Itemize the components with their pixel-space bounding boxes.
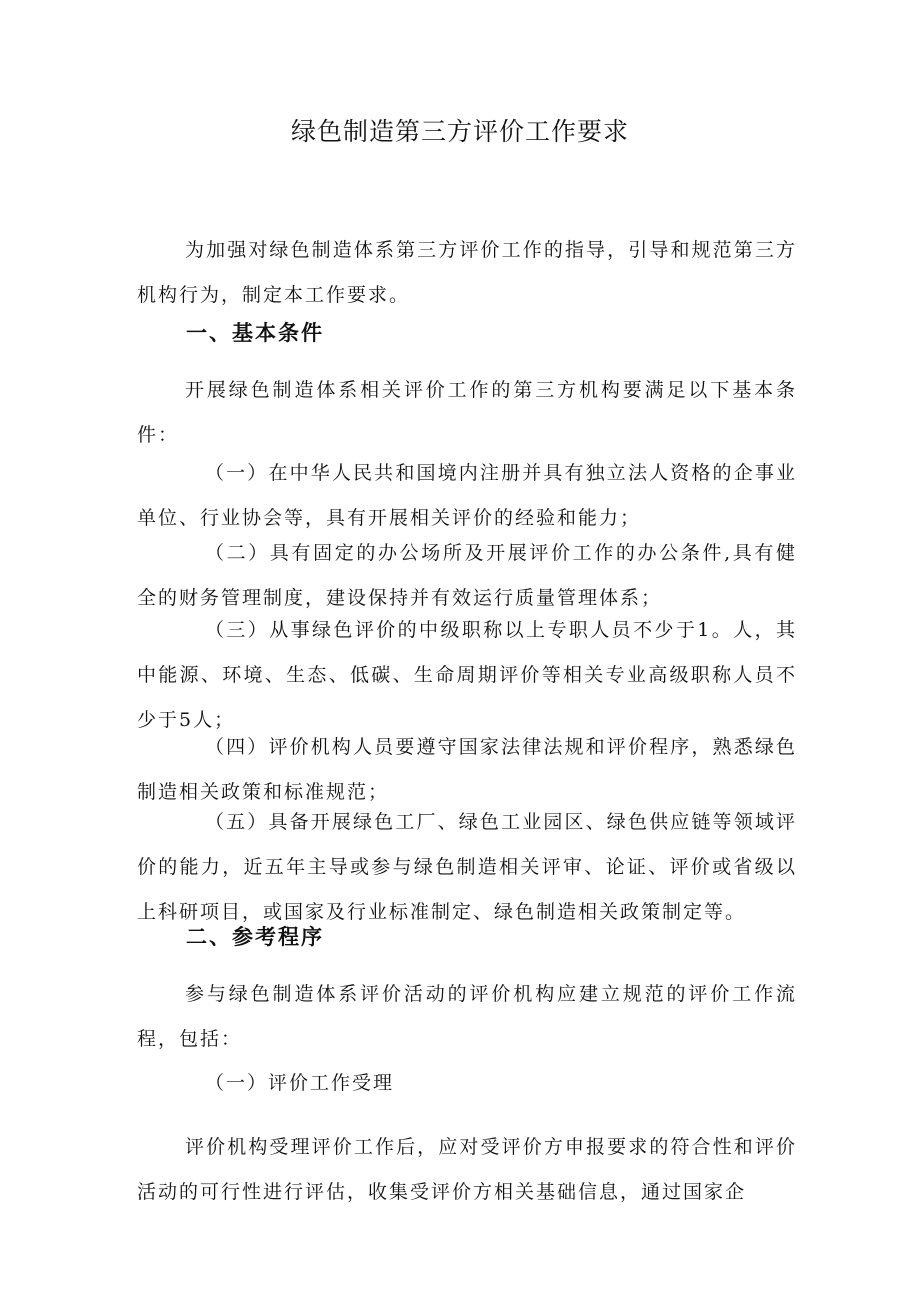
document-title: 绿色制造第三方评价工作要求: [290, 117, 629, 146]
condition-item-1: （一）在中华人民共和国境内注册并具有独立法人资格的企事业单位、行业协会等，具有开展相关评价的经验和能力；: [137, 462, 797, 529]
evaluation-acceptance-paragraph: 评价机构受理评价工作后，应对受评价方申报要求的符合性和评价活动的可行性进行评估，收集受评价方相关基础信息，通过国家企: [137, 1136, 797, 1203]
section-heading-basic-conditions: 一、基本条件: [186, 321, 324, 345]
section1-lead-paragraph: 开展绿色制造体系相关评价工作的第三方机构要满足以下基本条件：: [137, 379, 797, 446]
section-heading-reference-procedure: 二、参考程序: [186, 925, 324, 949]
section2-lead-paragraph: 参与绿色制造体系评价活动的评价机构应建立规范的评价工作流程，包括：: [137, 983, 797, 1050]
condition-item-5: （五）具备开展绿色工厂、绿色工业园区、绿色供应链等领域评价的能力，近五年主导或参与绿色制造相关评审、论证、评价或省级以上科研项目，或国家及行业标准制定、绿色制造相关政策制定等。: [137, 811, 797, 923]
subheading-evaluation-acceptance: （一）评价工作受理: [205, 1072, 395, 1094]
condition-item-4: （四）评价机构人员要遵守国家法律法规和评价程序，熟悉绿色制造相关政策和标准规范；: [137, 736, 797, 803]
condition-item-2: （二）具有固定的办公场所及开展评价工作的办公条件,具有健全的财务管理制度，建设保持并有效运行质量管理体系；: [137, 542, 797, 609]
intro-paragraph: 为加强对绿色制造体系第三方评价工作的指导，引导和规范第三方机构行为，制定本工作要求。: [137, 239, 797, 306]
condition-item-3: （三）从事绿色评价的中级职称以上专职人员不少于1。人，其中能源、环境、生态、低碳、生命周期评价等相关专业高级职称人员不少于5人；: [137, 619, 797, 731]
